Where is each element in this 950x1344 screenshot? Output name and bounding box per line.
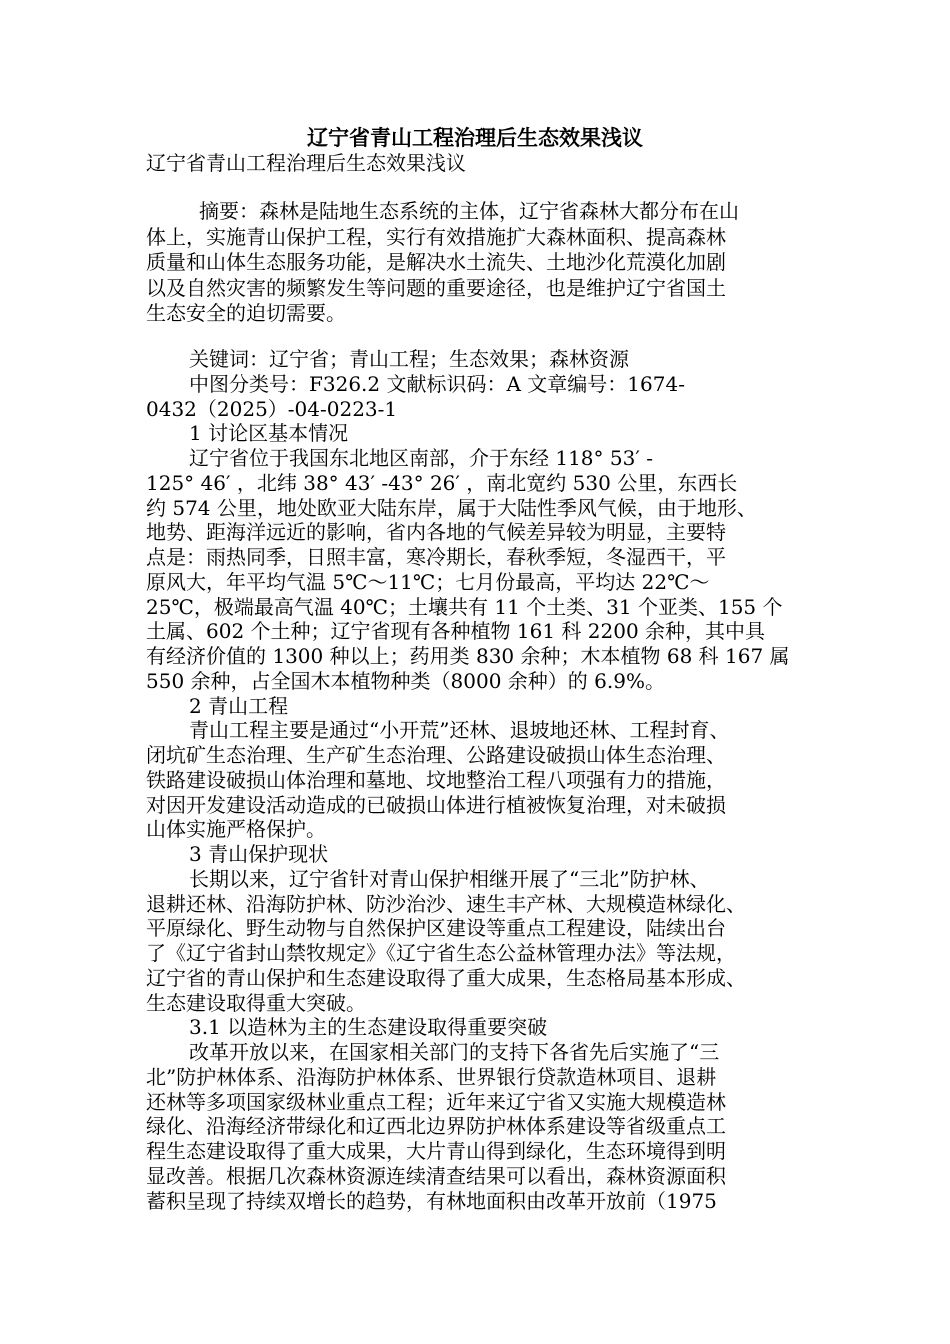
body-line: 北”防护林体系、沿海防护林体系、世界银行贷款造林项目、退耕 xyxy=(146,1064,717,1089)
body-line: 退耕还林、沿海防护林、防沙治沙、速生丰产林、大规模造林绿化、 xyxy=(146,891,746,916)
body-line: 铁路建设破损山体治理和墓地、坟地整治工程八项强有力的措施， xyxy=(146,767,726,792)
document-body xyxy=(146,347,811,1213)
body-line: 绿化、沿海经济带绿化和辽西北边界防护林体系建设等省级重点工 xyxy=(146,1114,726,1139)
body-line: 土属、602 个土种；辽宁省现有各种植物 161 科 2200 余种，其中具 xyxy=(146,619,766,644)
body-line: 长期以来，辽宁省针对青山保护相继开展了“三北”防护林、 xyxy=(189,866,710,891)
classification-line: 0432（2025）-04-0223-1 xyxy=(146,396,398,421)
body-line: 闭坑矿生态治理、生产矿生态治理、公路建设破损山体生态治理、 xyxy=(146,743,726,767)
abstract-line: 生态安全的迫切需要。 xyxy=(146,301,346,326)
document-title: 辽宁省青山工程治理后生态效果浅议 xyxy=(307,125,643,150)
abstract-line: 质量和山体生态服务功能，是解决水土流失、土地沙化荒漠化加剧 xyxy=(146,250,726,275)
body-line: 对因开发建设活动造成的已破损山体进行植被恢复治理，对未破损 xyxy=(146,792,726,817)
subsection-heading: 3.1 以造林为主的生态建设取得重要突破 xyxy=(189,1015,548,1040)
body-line: 程生态建设取得了重大成果，大片青山得到绿化，生态环境得到明 xyxy=(146,1139,726,1163)
abstract-paragraph xyxy=(146,199,811,327)
body-line: 原风大，年平均气温 5℃～11℃；七月份最高，平均达 22℃～ xyxy=(146,569,710,594)
body-line: 25℃，极端最高气温 40℃；土壤共有 11 个土类、31 个亚类、155 个 xyxy=(146,594,783,619)
classification-line: 中图分类号：F326.2 文献标识码：A 文章编号：1674- xyxy=(189,371,685,396)
body-line: 平原绿化、野生动物与自然保护区建设等重点工程建设，陆续出台 xyxy=(146,916,726,941)
body-line: 125° 46′ ，北纬 38° 43′ -43° 26′ ，南北宽约 530 公里，东西长 xyxy=(146,470,738,495)
body-line: 青山工程主要是通过“小开荒”还林、退坡地还林、工程封育、 xyxy=(189,718,730,743)
section-heading: 3 青山保护现状 xyxy=(189,842,329,866)
abstract-line: 体上，实施青山保护工程，实行有效措施扩大森林面积、提高森林 xyxy=(146,224,726,249)
body-line: 蓄积呈现了持续双增长的趋势，有林地面积由改革开放前（1975 xyxy=(146,1188,717,1213)
body-line: 显改善。根据几次森林资源连续清查结果可以看出，森林资源面积 xyxy=(146,1163,726,1188)
section-heading: 2 青山工程 xyxy=(189,693,289,718)
body-line: 山体实施严格保护。 xyxy=(146,817,326,842)
body-line: 生态建设取得重大突破。 xyxy=(146,990,366,1015)
keywords-line: 关键词：辽宁省；青山工程；生态效果；森林资源 xyxy=(189,347,629,371)
body-line: 辽宁省位于我国东北地区南部，介于东经 118° 53′ - xyxy=(189,446,653,470)
body-line: 改革开放以来，在国家相关部门的支持下各省先后实施了“三 xyxy=(189,1040,720,1064)
body-line: 有经济价值的 1300 种以上；药用类 830 余种；木本植物 68 科 167 属 xyxy=(146,644,790,668)
body-line: 约 574 公里，地处欧亚大陆东岸，属于大陆性季风气候，由于地形、 xyxy=(146,495,757,520)
body-line: 了《辽宁省封山禁牧规定》《辽宁省生态公益林管理办法》等法规， xyxy=(146,941,736,965)
body-line: 点是：雨热同季，日照丰富，寒冷期长，春秋季短，冬湿西干，平 xyxy=(146,545,726,569)
body-line: 550 余种，占全国木本植物种类（8000 余种）的 6.9%。 xyxy=(146,668,665,693)
body-line: 地势、距海洋远近的影响，省内各地的气候差异较为明显，主要特 xyxy=(146,520,726,545)
section-heading: 1 讨论区基本情况 xyxy=(189,421,349,446)
body-line: 还林等多项国家级林业重点工程；近年来辽宁省又实施大规模造林 xyxy=(146,1089,726,1114)
body-line: 辽宁省的青山保护和生态建设取得了重大成果，生态格局基本形成、 xyxy=(146,965,746,990)
abstract-line: 以及自然灾害的频繁发生等问题的重要途径，也是维护辽宁省国土 xyxy=(146,275,726,300)
abstract-line: 摘要：森林是陆地生态系统的主体，辽宁省森林大都分布在山 xyxy=(199,199,739,223)
document-subtitle: 辽宁省青山工程治理后生态效果浅议 xyxy=(146,151,466,175)
